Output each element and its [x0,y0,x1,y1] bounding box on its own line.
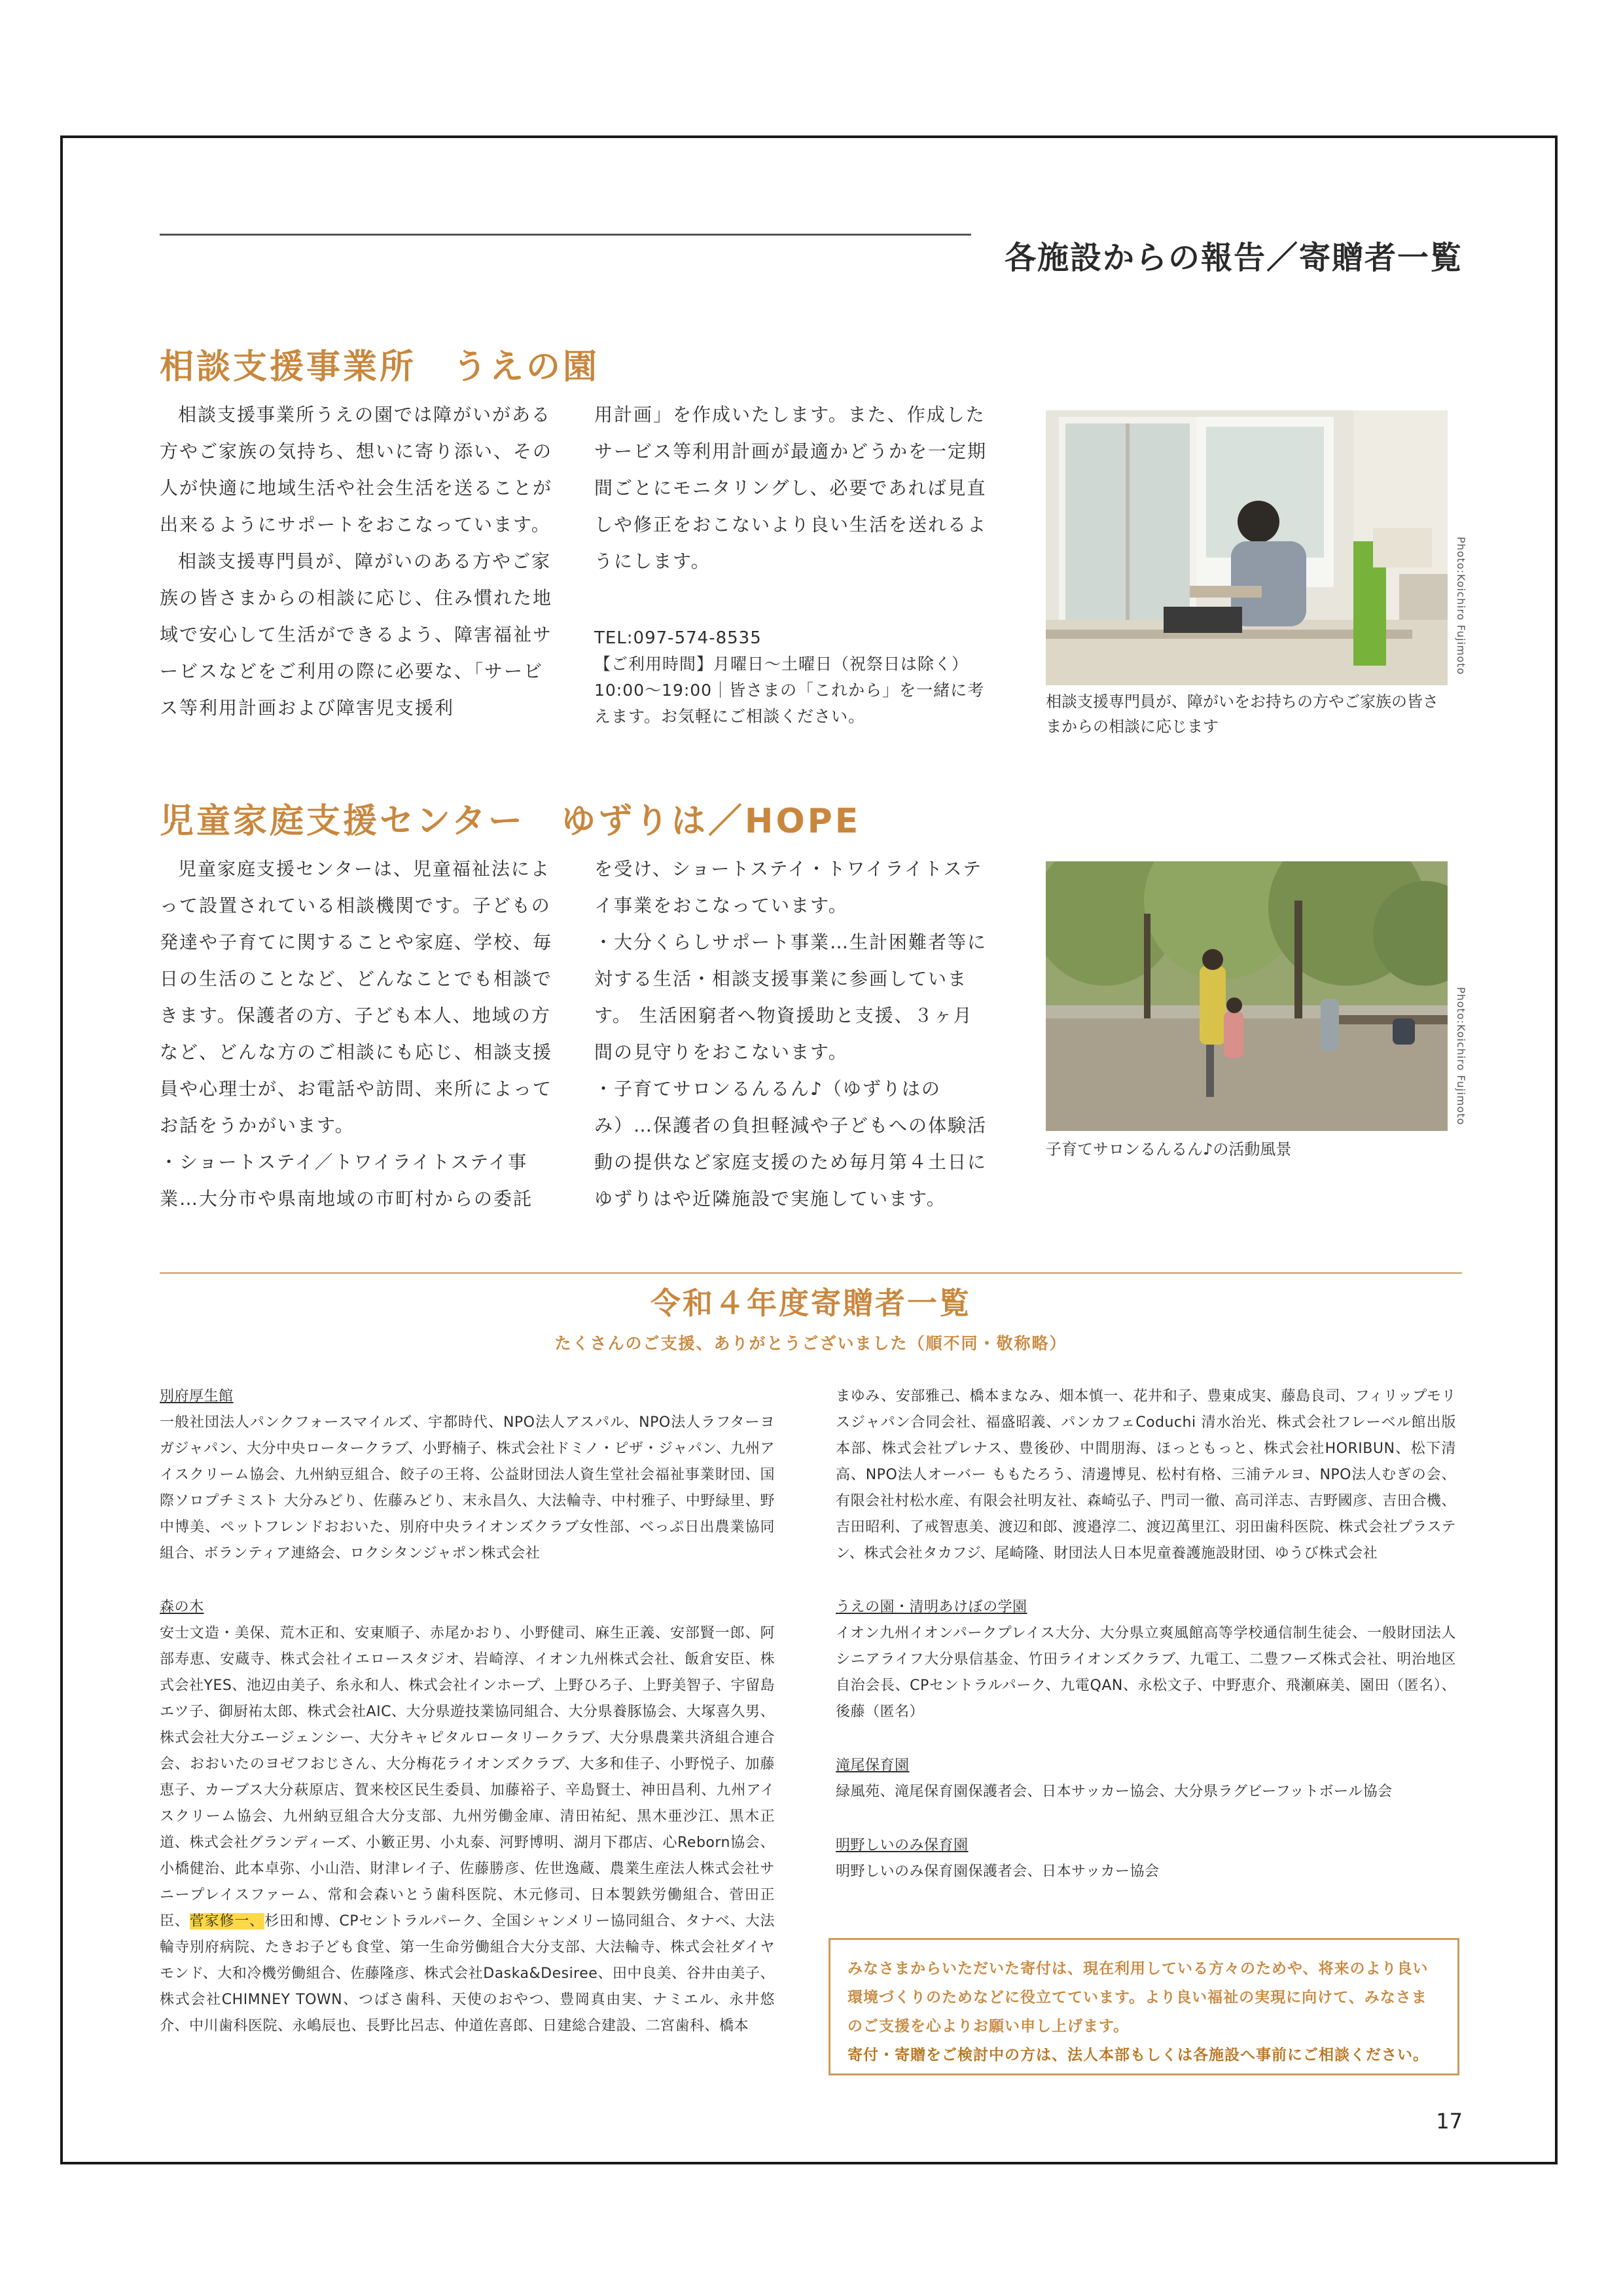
donor-column-right [836,1384,1456,1912]
section2-paragraph: 児童家庭支援センターは、児童福祉法によって設置されている相談機関です。子どもの発達や子育てに関することや家庭、学校、毎日の生活のことなど、どんなことでも相談できます。保護者の方、子ども本人、地域の方など、どんな方のご相談にも応じ、相談支援員や心理士が、お電話や訪問、来所によってお話をうかがいます。 [160,858,553,1136]
section-title-yuzuriha: 児童家庭支援センター ゆずりは／HOPE [160,802,861,841]
section1-paragraph: 相談支援事業所うえの園では障がいがある方やご家族の気持ち、想いに寄り添い、その人が快適に地域生活や社会生活を送ることが出来るようにサポートをおこなっています。 [160,404,553,535]
donor-group-list: まゆみ、安部雅己、橋本まなみ、畑本慎一、花井和子、豊東成実、藤島良司、フィリップモリスジャパン合同会社、福盛昭義、パンカフェCoduchi 清水治光、株式会社フレーベル館出版本部、株式会社プレナス、豊後砂、中間朋海、ほっともっと、株式会社HORIBUN、松下清高、NPO法人オーバー ももたろう、清邊博見、松村有格、三浦テルヨ、NPO法人むぎの会、有限会社村松水産、有限会社明友社、森崎弘子、門司一徹、高司洋志、吉野國彦、吉田合機、吉田昭利、了戒智恵美、渡辺和郎、渡邉淳二、渡辺萬里江、羽田歯科医院、株式会社プラステン、株式会社タカフジ、尾崎隆、財団法人日本児童養護施設財団、ゆうび株式会社 [836,1388,1456,1562]
section2-paragraph: を受け、ショートステイ・トワイライトステイ事業をおこなっています。 [594,858,983,916]
donor-subtitle: たくさんのご支援、ありがとうございました（順不同・敬称略） [554,1334,1067,1353]
donor-names: 杉田和博、CPセントラルパーク、全国シャンメリー協同組合、タナベ、大法輪寺別府病院、たきお子ども食堂、第一生命労働組合大分支部、大法輪寺、株式会社ダイヤモンド、大和冷機労働組合、佐藤隆彦、株式会社Daska&Desiree、田中良美、谷井由美子、株式会社CHIMNEY TOWN、つばさ歯科、天使のおやつ、豊岡真由実、ナミエル、永井悠介、中川歯科医院、永嶋辰也、長野比呂志、仲道佐喜郎、日建総合建設、二宮歯科、橋本 [160,1913,775,2034]
donor-divider [160,1272,1462,1274]
section2-paragraph: ・大分くらしサポート事業…生計困難者等に対する生活・相談支援事業に参画しています。 生活困窮者へ物資援助と支援、３ヶ月間の見守りをおこないます。 [594,931,988,1063]
page-number: 17 [1436,2109,1463,2134]
donor-names: 安士文造・美保、荒木正和、安東順子、赤尾かおり、小野健司、麻生正義、安部賢一郎、阿部寿恵、安蔵寺、株式会社イエロースタジオ、岩崎淳、イオン九州株式会社、飯倉安臣、株式会社YES、池辺由美子、糸永和人、株式会社インホープ、上野ひろ子、上野美智子、宇留島エツ子、御厨祐太郎、株式会社AIC、大分県遊技業協同組合、大分県養豚協会、大塚喜久男、株式会社大分エージェンシー、大分キャピタルロータリークラブ、大分県農業共済組合連合会、おおいたのヨゼフおじさん、大分梅花ライオンズクラブ、大多和佳子、小野悦子、加藤恵子、カーブス大分萩原店、賀来校区民生委員、加藤裕子、辛島賢士、神田昌利、九州アイスクリーム協会、九州納豆組合大分支部、九州労働金庫、清田祐紀、黒木亜沙江、黒木正道、株式会社グランディーズ、小籔正男、小丸泰、河野博明、湖月下郡店、心Reborn協会、小橋健治、此本卓弥、小山浩、財津レイ子、佐藤勝彦、佐世逸蔵、農業生産法人株式会社サニープレイスファーム、常和会森いとう歯科医院、木元修司、日本製鉄労働組合、菅田正臣、 [160,1625,775,1929]
donation-notice-box [829,1938,1459,2075]
section1-tel: TEL:097-574-8535 [594,628,762,648]
notice-text: みなさまからいただいた寄付は、現在利用している方々のためや、将来のより良い環境づくりのためなどに役立てています。より良い福祉の実現に向けて、みなさまのご支援を心よりお願い申し上げます。 [847,1960,1429,2035]
section2-column2 [594,851,991,1217]
donor-group-heading: 森の木 [160,1599,204,1615]
header-rule [160,234,971,236]
section1-hours: 【ご利用時間】月曜日～土曜日（祝祭日は除く） [594,655,969,673]
donor-title: 令和４年度寄贈者一覧 [651,1285,971,1321]
photo-caption: 子育てサロンるんるん♪の活動風景 [1046,1140,1292,1158]
consultation-photo-image [1046,410,1448,685]
donor-group-list: 一般社団法人パンクフォースマイルズ、宇都時代、NPO法人アスパル、NPO法人ラフターヨガジャパン、大分中央ロータークラブ、小野楠子、株式会社ドミノ・ピザ・ジャパン、九州アイスクリーム協会、九州納豆組合、餃子の王将、公益財団法人資生堂社会福祉事業財団、国際ソロプチミスト 大分みどり、佐藤みどり、末永昌久、大法輪寺、中村雅子、中野緑里、野中博美、ペットフレンドおおいた、別府中央ライオンズクラブ女性部、べっぷ日出農業協同組合、ボランティア連絡会、ロクシタンジャポン株式会社 [160,1414,775,1562]
donor-group-heading: 滝尾保育園 [836,1757,910,1774]
section1-paragraph: 相談支援専門員が、障がいのある方やご家族の皆さまからの相談に応じ、住み慣れた地域で安心して生活ができるよう、障害福祉サービスなどをご利用の際に必要な、「サービス等利用計画および障害児支援利 [160,550,553,719]
notice-contact-text: 寄付・寄贈をご検討中の方は、法人本部もしくは各施設へ事前にご相談ください。 [847,2047,1429,2064]
donor-column-left [160,1384,775,2067]
donor-group-heading: 別府厚生館 [160,1388,234,1405]
photo-consultation [1046,410,1448,685]
photo-caption: 相談支援専門員が、障がいをお持ちの方やご家族の皆さまからの相談に応じます [1046,692,1438,736]
photo-credit: Photo:Koichiro Fujimoto [1455,987,1467,1126]
section-title-ueno: 相談支援事業所 うえの園 [160,348,600,387]
section1-paragraph: 用計画」を作成いたします。また、作成したサービス等利用計画が最適かどうかを一定期間ごとにモニタリングし、必要であれば見直しや修正をおこないより良い生活を送れるようにします。 [594,404,988,572]
section1-column2 [594,397,990,580]
salon-photo-image [1046,861,1448,1131]
section2-paragraph: ・ショートステイ／トワイライトステイ事業…大分市や県南地域の市町村からの委託 [160,1151,533,1210]
donor-group-heading: うえの園・清明あけぼの学園 [836,1599,1027,1615]
highlighted-donor-name: 菅家修一、 [189,1913,265,1929]
page-header-title: 各施設からの報告／寄贈者一覧 [1004,240,1463,276]
donor-group-heading: 明野しいのみ保育園 [836,1837,969,1854]
photo-credit: Photo:Koichiro Fujimoto [1455,537,1467,675]
donor-group-list: 明野しいのみ保育園保護者会、日本サッカー協会 [836,1863,1160,1880]
section1-hours-note: 10:00～19:00｜皆さまの「これから」を一緒に考えます。お気軽にご相談ください。 [594,681,985,726]
donor-group-list [160,1621,775,2039]
donor-group-list: 緑風苑、滝尾保育園保護者会、日本サッカー協会、大分県ラグビーフットボール協会 [836,1784,1393,1800]
section1-column1 [160,397,552,726]
section2-column1 [160,851,555,1217]
photo-salon [1046,861,1448,1131]
section2-paragraph: ・子育てサロンるんるん♪（ゆずりはのみ）…保護者の負担軽減や子どもへの体験活動の提供など家庭支援のため毎月第４土日にゆずりはや近隣施設で実施しています。 [594,1078,988,1210]
donor-group-list: イオン九州イオンパークプレイス大分、大分県立爽風館高等学校通信制生徒会、一般財団法人シニアライフ大分県信基金、竹田ライオンズクラブ、九電工、二豊フーズ株式会社、明治地区自治会長、CPセントラルパーク、九電QAN、永松文子、中野恵介、飛瀬麻美、園田（匿名）、後藤（匿名） [836,1625,1456,1720]
